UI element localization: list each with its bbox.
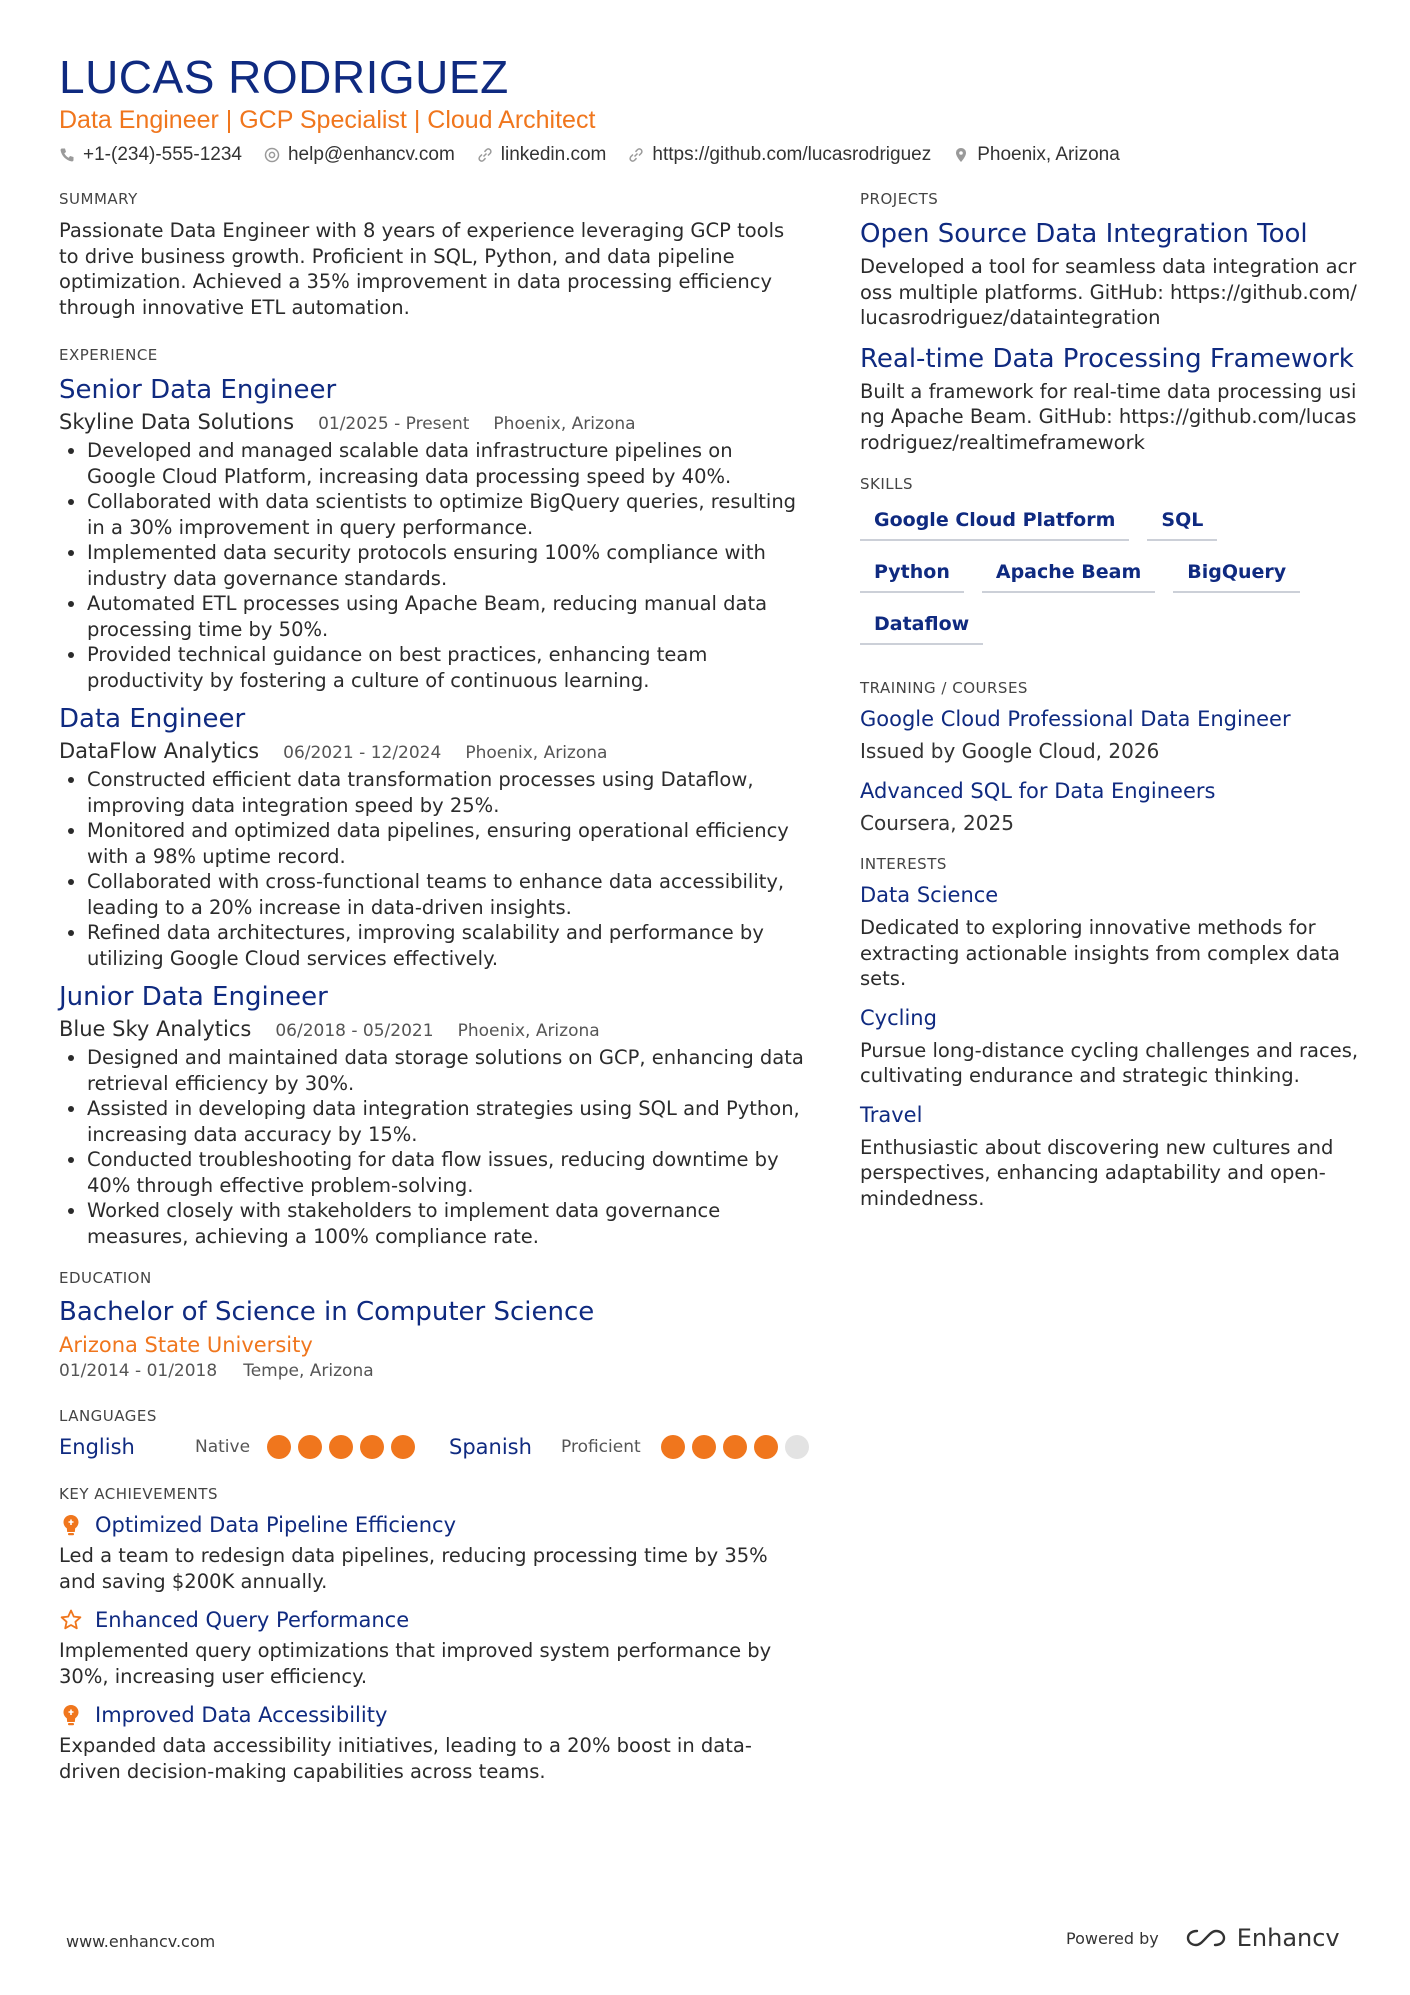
location-pin-icon (953, 147, 969, 163)
interest-desc: Pursue long-distance cycling challenges and races, cultivating endurance and strategic thinking. (860, 1038, 1359, 1087)
language-level: Proficient (561, 1437, 641, 1457)
experience-section (59, 346, 805, 1249)
section-title: PROJECTS (860, 190, 939, 208)
languages-list (59, 1435, 805, 1459)
left-column (59, 190, 805, 1810)
job-location: Phoenix, Arizona (493, 414, 636, 434)
job-entry (59, 374, 805, 693)
right-column (860, 190, 1360, 1237)
rating-dot-filled (391, 1435, 415, 1459)
language-name: English (59, 1435, 135, 1459)
rating-dot-filled (360, 1435, 384, 1459)
achievement-desc: Expanded data accessibility initiatives, leading to a 20% boost in data-driven decision-making capabilities across teams. (59, 1734, 752, 1783)
candidate-name: LUCAS RODRIGUEZ (59, 51, 509, 103)
section-title: SKILLS (860, 475, 914, 493)
course-item (860, 707, 1360, 763)
job-dates: 06/2018 - 05/2021 (275, 1021, 434, 1041)
skill-tag: SQL (1147, 503, 1217, 541)
job-company: Skyline Data Solutions (59, 410, 295, 434)
interest-title: Cycling (860, 1005, 937, 1030)
job-bullet: • Developed and managed scalable data infrastructure pipelines on Google Cloud Platform, increasing data processing speed by 40%. (87, 438, 805, 489)
achievement-item (59, 1703, 805, 1784)
job-entry (59, 703, 805, 971)
interest-title: Travel (860, 1102, 923, 1127)
footer-website[interactable]: www.enhancv.com (66, 1932, 216, 1951)
contact-bar (59, 144, 1120, 166)
course-item (860, 779, 1360, 835)
achievement-title: Optimized Data Pipeline Efficiency (95, 1513, 456, 1537)
brand-name: Enhancv (1236, 1924, 1340, 1952)
job-dates: 01/2025 - Present (318, 414, 470, 434)
linkedin-text: linkedin.com (500, 144, 607, 165)
job-role: Junior Data Engineer (59, 982, 328, 1012)
section-title: EXPERIENCE (59, 346, 158, 364)
skills-list (860, 503, 1330, 645)
phone-icon (59, 147, 75, 163)
job-bullet: • Collaborated with data scientists to optimize BigQuery queries, resulting in a 30% improvement in query performance. (87, 489, 805, 540)
project-desc: Developed a tool for seamless data integration across multiple platforms. GitHub: https://github.com/lucasrodriguez/dataintegration (860, 255, 1357, 329)
job-meta (59, 1017, 805, 1041)
contact-phone[interactable] (59, 144, 242, 166)
section-title: LANGUAGES (59, 1407, 157, 1425)
project-item (860, 218, 1360, 331)
candidate-headline: Data Engineer | GCP Specialist | Cloud Architect (59, 106, 596, 134)
language-item (449, 1435, 843, 1459)
contact-github[interactable] (628, 144, 931, 166)
summary-text: Passionate Data Engineer with 8 years of experience leveraging GCP tools to drive business growth. Proficient in SQL, Python, and data pipeline optimization. Achieved a 35% improvement in data processing efficiency through innovative ETL automation. (59, 219, 785, 319)
section-title: KEY ACHIEVEMENTS (59, 1485, 218, 1503)
section-title: INTERESTS (860, 855, 947, 873)
job-bullets (59, 767, 805, 971)
rating-dot-filled (329, 1435, 353, 1459)
education-location: Tempe, Arizona (243, 1361, 374, 1381)
language-name: Spanish (449, 1435, 532, 1459)
rating-dot-filled (661, 1435, 685, 1459)
job-bullet: • Designed and maintained data storage solutions on GCP, enhancing data retrieval efficiency by 30%. (87, 1045, 805, 1096)
job-location: Phoenix, Arizona (465, 743, 608, 763)
course-title: Google Cloud Professional Data Engineer (860, 707, 1291, 731)
email-text: help@enhancv.com (287, 144, 455, 165)
job-bullet: • Constructed efficient data transformation processes using Dataflow, improving data integration speed by 25%. (87, 767, 805, 818)
rating-dot-filled (267, 1435, 291, 1459)
skill-tag: Dataflow (860, 607, 983, 645)
achievement-title-row (59, 1703, 805, 1727)
link-icon (628, 147, 644, 163)
interest-item (860, 883, 1360, 992)
summary-section (59, 190, 805, 320)
skill-tag: Google Cloud Platform (860, 503, 1129, 541)
job-bullet: • Provided technical guidance on best practices, enhancing team productivity by fostering a culture of continuous learning. (87, 642, 805, 693)
interest-title: Data Science (860, 883, 999, 907)
job-bullets (59, 1045, 805, 1249)
job-location: Phoenix, Arizona (457, 1021, 600, 1041)
job-role: Data Engineer (59, 704, 246, 734)
github-text: https://github.com/lucasrodriguez (652, 144, 932, 165)
job-bullet: • Assisted in developing data integration strategies using SQL and Python, increasing data accuracy by 15%. (87, 1096, 805, 1147)
rating-dot-filled (723, 1435, 747, 1459)
job-dates: 06/2021 - 12/2024 (283, 743, 442, 763)
star-icon (59, 1608, 83, 1632)
job-company: Blue Sky Analytics (59, 1017, 252, 1041)
project-title: Open Source Data Integration Tool (860, 219, 1308, 249)
rating-dot-filled (754, 1435, 778, 1459)
interests-section (860, 855, 1360, 1211)
job-bullet: • Implemented data security protocols ensuring 100% compliance with industry data governance standards. (87, 540, 805, 591)
job-bullet: • Conducted troubleshooting for data flow issues, reducing downtime by 40% through effective problem-solving. (87, 1147, 805, 1198)
course-title: Advanced SQL for Data Engineers (860, 779, 1216, 803)
lightbulb-icon (59, 1703, 83, 1727)
achievement-title-row (59, 1608, 805, 1632)
job-meta (59, 410, 805, 434)
course-issuer: Issued by Google Cloud, 2026 (860, 739, 1160, 763)
interest-item (860, 1103, 1360, 1212)
footer-branding (1066, 1924, 1340, 1952)
contact-email[interactable] (264, 144, 455, 166)
achievement-title-row (59, 1513, 805, 1537)
project-desc: Built a framework for real-time data processing using Apache Beam. GitHub: https://github.com/lucasrodriguez/realtimeframework (860, 379, 1357, 454)
language-rating (267, 1435, 415, 1459)
contact-location (953, 144, 1120, 166)
link-icon (477, 147, 493, 163)
powered-by-text: Powered by (1066, 1928, 1159, 1948)
job-bullets (59, 438, 805, 693)
interest-desc: Enthusiastic about discovering new cultures and perspectives, enhancing adaptability and open-mindedness. (860, 1135, 1334, 1210)
education-section (59, 1269, 805, 1381)
job-meta (59, 739, 805, 763)
education-degree: Bachelor of Science in Computer Science (59, 1297, 595, 1327)
job-entry (59, 981, 805, 1249)
project-title: Real-time Data Processing Framework (860, 343, 1354, 374)
skill-tag: Python (860, 555, 964, 593)
job-bullet: • Refined data architectures, improving scalability and performance by utilizing Google Cloud services effectively. (87, 920, 805, 971)
education-school: Arizona State University (59, 1333, 313, 1357)
job-role: Senior Data Engineer (59, 375, 337, 405)
job-bullet: • Collaborated with cross-functional teams to enhance data accessibility, leading to a 20% increase in data-driven insights. (87, 869, 805, 920)
language-level: Native (195, 1437, 251, 1457)
skill-tag: Apache Beam (982, 555, 1155, 593)
education-meta (59, 1361, 805, 1381)
contact-linkedin[interactable] (477, 144, 607, 166)
achievements-section (59, 1485, 805, 1784)
languages-section (59, 1407, 805, 1459)
project-item (860, 343, 1360, 456)
location-text: Phoenix, Arizona (977, 144, 1120, 165)
skills-section (860, 475, 1360, 645)
job-bullet: • Monitored and optimized data pipelines, ensuring operational efficiency with a 98% uptime record. (87, 818, 805, 869)
education-dates: 01/2014 - 01/2018 (59, 1361, 218, 1381)
enhancv-logo-icon (1185, 1927, 1227, 1949)
achievement-item (59, 1608, 805, 1689)
brand-logo[interactable] (1185, 1924, 1340, 1952)
rating-dot-filled (692, 1435, 716, 1459)
courses-section (860, 679, 1360, 835)
interest-item (860, 1006, 1360, 1089)
section-title: SUMMARY (59, 190, 138, 208)
projects-section (860, 190, 1360, 455)
language-rating (661, 1435, 809, 1459)
section-title: TRAINING / COURSES (860, 679, 1028, 697)
lightbulb-icon (59, 1513, 83, 1537)
phone-text: +1-(234)-555-1234 (83, 144, 242, 165)
achievement-title: Improved Data Accessibility (95, 1703, 388, 1727)
language-item (59, 1435, 449, 1459)
course-issuer: Coursera, 2025 (860, 811, 1014, 835)
at-icon (264, 147, 280, 163)
achievement-title: Enhanced Query Performance (95, 1608, 410, 1632)
job-company: DataFlow Analytics (59, 739, 260, 763)
achievement-item (59, 1513, 805, 1594)
achievement-desc: Implemented query optimizations that improved system performance by 30%, increasing user efficiency. (59, 1639, 772, 1688)
rating-dot-filled (298, 1435, 322, 1459)
job-bullet: • Worked closely with stakeholders to implement data governance measures, achieving a 100% compliance rate. (87, 1198, 805, 1249)
rating-dot-empty (785, 1435, 809, 1459)
achievement-desc: Led a team to redesign data pipelines, reducing processing time by 35% and saving $200K annually. (59, 1544, 768, 1593)
skill-tag: BigQuery (1173, 555, 1300, 593)
job-bullet: • Automated ETL processes using Apache Beam, reducing manual data processing time by 50%. (87, 591, 805, 642)
interest-desc: Dedicated to exploring innovative methods for extracting actionable insights from complex data sets. (860, 916, 1340, 990)
section-title: EDUCATION (59, 1269, 152, 1287)
